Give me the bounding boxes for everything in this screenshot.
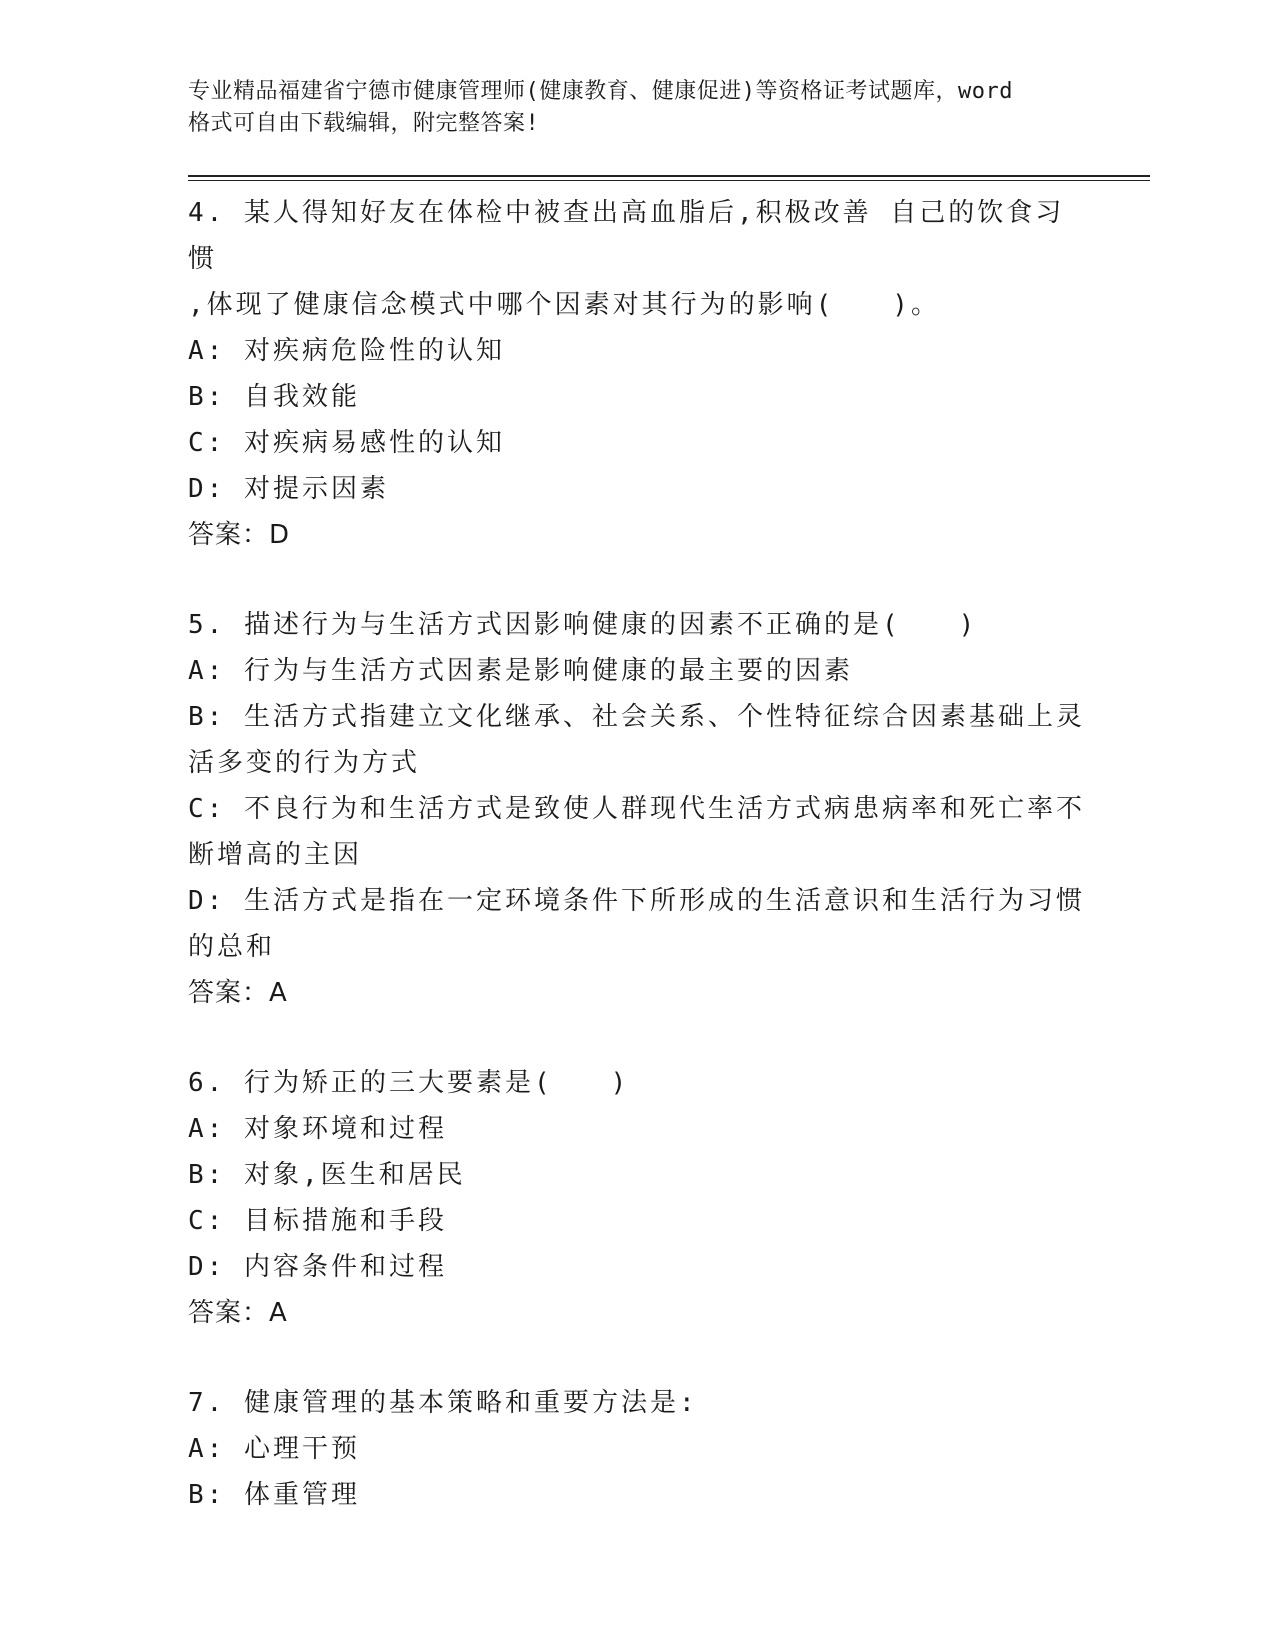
- option-line: D: 内容条件和过程: [188, 1252, 447, 1282]
- header-divider-thick: [188, 175, 1150, 177]
- question-list: [188, 190, 1088, 1518]
- question-block: [188, 1380, 1088, 1518]
- option-line: B: 对象,医生和居民: [188, 1160, 466, 1190]
- document-header: [188, 76, 1088, 140]
- answer-line: 答案：A: [188, 978, 288, 1008]
- question-stem: ,体现了健康信念模式中哪个因素对其行为的影响( )。: [188, 290, 940, 320]
- header-line-1: 专业精品福建省宁德市健康管理师(健康教育、健康促进)等资格证考试题库，word: [188, 79, 1013, 104]
- option-line: C: 对疾病易感性的认知: [188, 428, 505, 458]
- question-block: [188, 1060, 1088, 1336]
- option-line: 活多变的行为方式: [188, 748, 421, 778]
- question-block: [188, 602, 1088, 1016]
- option-line: D: 对提示因素: [188, 474, 389, 504]
- option-line: B: 体重管理: [188, 1480, 360, 1510]
- option-line: A: 行为与生活方式因素是影响健康的最主要的因素: [188, 656, 853, 686]
- option-line: A: 对疾病危险性的认知: [188, 336, 505, 366]
- option-line: 的总和: [188, 932, 276, 962]
- option-line: B: 自我效能: [188, 382, 360, 412]
- option-line: A: 心理干预: [188, 1434, 360, 1464]
- question-stem: 4. 某人得知好友在体检中被查出高血脂后,积极改善 自己的饮食习惯: [188, 198, 1065, 274]
- option-line: A: 对象环境和过程: [188, 1114, 447, 1144]
- question-block: [188, 190, 1088, 558]
- header-line-2: 格式可自由下载编辑，附完整答案!: [188, 111, 540, 136]
- option-line: D: 生活方式是指在一定环境条件下所形成的生活意识和生活行为习惯: [188, 886, 1085, 916]
- question-stem: 6. 行为矫正的三大要素是( ): [188, 1068, 630, 1098]
- option-line: 断增高的主因: [188, 840, 363, 870]
- option-line: B: 生活方式指建立文化继承、社会关系、个性特征综合因素基础上灵: [188, 702, 1085, 732]
- answer-line: 答案：A: [188, 1298, 288, 1328]
- header-divider-thin: [188, 180, 1150, 181]
- option-line: C: 目标措施和手段: [188, 1206, 447, 1236]
- question-stem: 7. 健康管理的基本策略和重要方法是:: [188, 1388, 698, 1418]
- option-line: C: 不良行为和生活方式是致使人群现代生活方式病患病率和死亡率不: [188, 794, 1085, 824]
- question-stem: 5. 描述行为与生活方式因影响健康的因素不正确的是( ): [188, 610, 978, 640]
- answer-line: 答案：D: [188, 520, 291, 550]
